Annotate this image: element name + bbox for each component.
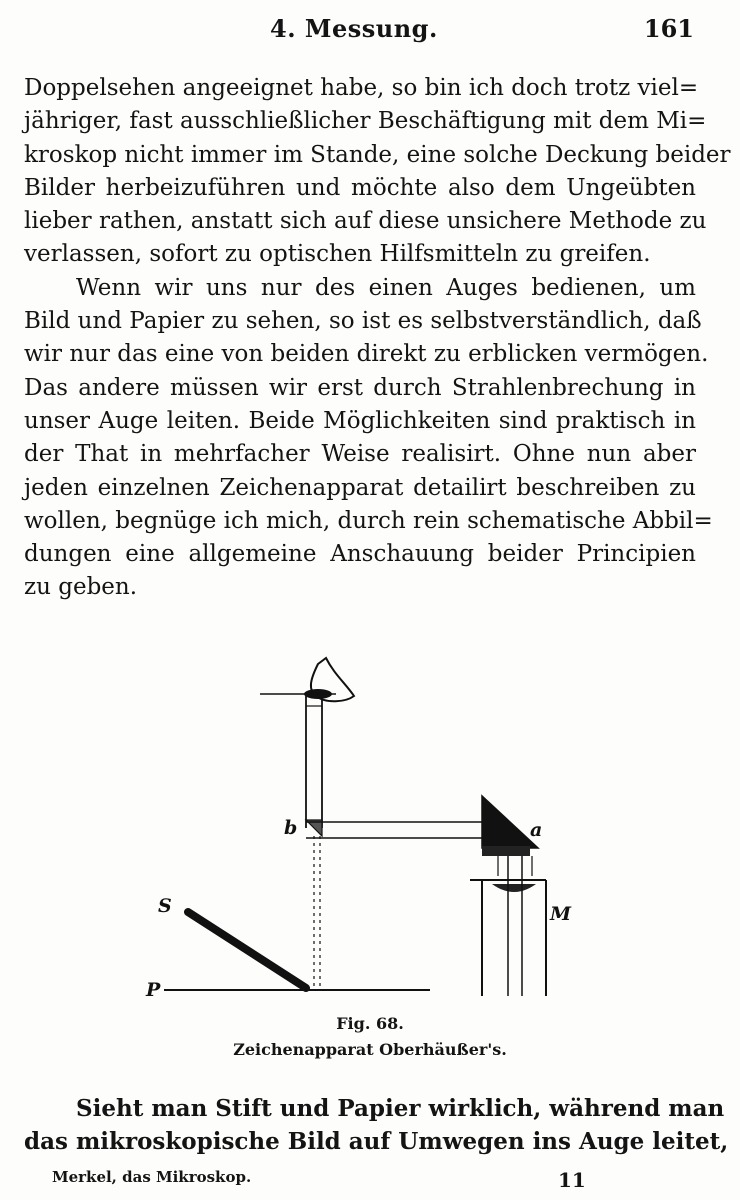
drawing-apparatus-diagram — [140, 650, 572, 1010]
pencil-shape — [188, 912, 306, 988]
text-line: kroskop nicht immer im Stande, eine solche Deckung beider — [24, 141, 731, 168]
text-line: verlassen, sofort zu optischen Hilfsmitteln zu greifen. — [24, 241, 651, 268]
text-line: das mikroskopische Bild auf Umwegen ins Auge leitet, — [24, 1128, 729, 1156]
signature-number: 11 — [558, 1168, 586, 1192]
text-line: lieber rathen, anstatt sich auf diese unsichere Methode zu — [24, 208, 707, 235]
figure-caption: Zeichenapparat Oberhäußer's. — [233, 1040, 507, 1059]
label-a: a — [530, 819, 543, 841]
text-line: Wenn wir uns nur des einen Auges bedienen, um — [76, 274, 696, 301]
text-line: der That in mehrfacher Weise realisirt. Ohne nun aber — [24, 441, 696, 468]
figure-68 — [140, 650, 572, 1010]
text-line: wollen, begnüge ich mich, durch rein schematische Abbil= — [24, 507, 713, 534]
text-line: Sieht man Stift und Papier wirklich, während man — [76, 1095, 725, 1122]
eyepiece-lens — [492, 884, 536, 892]
text-line: Das andere müssen wir erst durch Strahlenbrechung in — [24, 374, 696, 401]
text-line: jeden einzelnen Zeichenapparat detailirt beschreiben zu — [24, 474, 696, 501]
bottom-paragraph — [24, 1092, 729, 1159]
running-head — [0, 10, 740, 46]
page-number: 161 — [643, 14, 694, 43]
text-line: Bild und Papier zu sehen, so ist es selbstverständlich, daß — [24, 308, 702, 335]
text-line: wir nur das eine von beiden direkt zu erblicken vermögen. — [24, 341, 709, 368]
prism-a-mount — [482, 846, 530, 856]
figure-number: Fig. 68. — [336, 1014, 404, 1033]
label-s: S — [158, 895, 172, 917]
label-b: b — [284, 817, 298, 839]
section-title: 4. Messung. — [270, 14, 438, 43]
text-line: zu geben. — [24, 574, 138, 601]
text-line: dungen eine allgemeine Anschauung beider Principien — [24, 541, 696, 568]
text-line: Doppelsehen angeeignet habe, so bin ich doch trotz viel= — [24, 75, 699, 101]
label-p: P — [146, 979, 161, 1001]
signature-footer — [0, 1168, 740, 1196]
label-m: M — [550, 903, 572, 925]
body-paragraphs — [24, 72, 731, 605]
printer-signature: Merkel, das Mikroskop. — [52, 1168, 252, 1186]
text-line: Bilder herbeizuführen und möchte also dem Ungeübten — [24, 174, 696, 201]
text-line: unser Auge leiten. Beide Möglichkeiten sind praktisch in — [24, 407, 696, 434]
text-line: jähriger, fast ausschließlicher Beschäftigung mit dem Mi= — [24, 108, 707, 135]
